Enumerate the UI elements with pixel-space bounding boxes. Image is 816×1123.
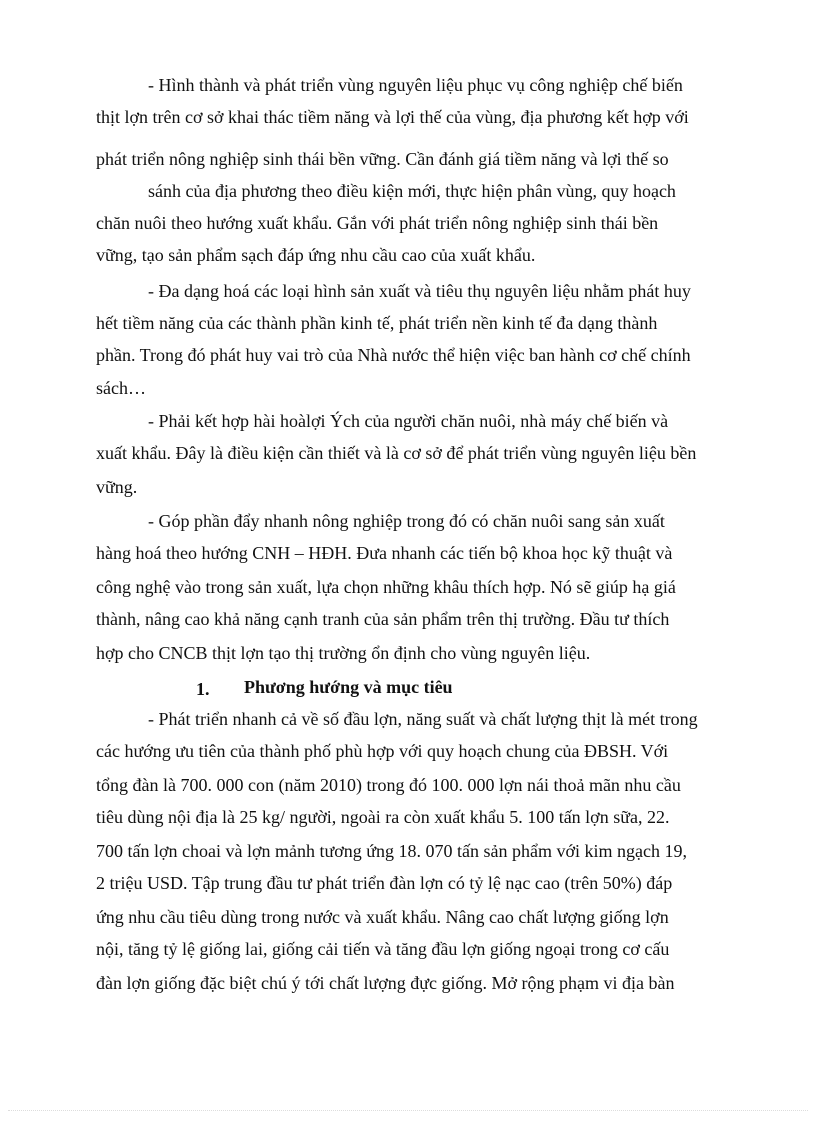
paragraph-5-line-2: các hướng ưu tiên của thành phố phù hợp với quy hoạch chung của ĐBSH. Với xyxy=(96,741,669,761)
paragraph-1-line-3: phát triển nông nghiệp sinh thái bền vững. Cần đánh giá tiềm năng và lợi thế so xyxy=(96,149,669,169)
paragraph-1-line-2: thịt lợn trên cơ sở khai thác tiềm năng và lợi thế của vùng, địa phương kết hợp với xyxy=(96,107,689,127)
paragraph-1-line-5: chăn nuôi theo hướng xuất khẩu. Gắn với phát triển nông nghiệp sinh thái bền xyxy=(96,213,659,233)
paragraph-5-line-8: nội, tăng tỷ lệ giống lai, giống cải tiến và tăng đầu lợn giống ngoại trong cơ cấu xyxy=(96,939,670,959)
paragraph-2-line-4: sách… xyxy=(96,378,146,398)
paragraph-1-line-1: - Hình thành và phát triển vùng nguyên liệu phục vụ công nghiệp chế biến xyxy=(148,75,683,95)
paragraph-3-line-1: - Phải kết hợp hài hoàlợi Ých của người chăn nuôi, nhà máy chế biến và xyxy=(148,411,669,431)
paragraph-4-line-3: công nghệ vào trong sản xuất, lựa chọn những khâu thích hợp. Nó sẽ giúp hạ giá xyxy=(96,577,676,597)
paragraph-3-line-2: xuất khẩu. Đây là điều kiện cần thiết và là cơ sở để phát triển vùng nguyên liệu bền xyxy=(96,443,697,463)
paragraph-1-line-4: sánh của địa phương theo điều kiện mới, thực hiện phân vùng, quy hoạch xyxy=(148,181,676,201)
paragraph-5-line-3: tổng đàn là 700. 000 con (năm 2010) trong đó 100. 000 lợn nái thoả mãn nhu cầu xyxy=(96,775,681,795)
paragraph-4-line-4: thành, nâng cao khả năng cạnh tranh của sản phẩm trên thị trường. Đầu tư thích xyxy=(96,609,670,629)
paragraph-2-line-1: - Đa dạng hoá các loại hình sản xuất và tiêu thụ nguyên liệu nhằm phát huy xyxy=(148,281,691,301)
paragraph-5-line-5: 700 tấn lợn choai và lợn mảnh tương ứng 18. 070 tấn sản phẩm với kim ngạch 19, xyxy=(96,841,687,861)
paragraph-4-line-2: hàng hoá theo hướng CNH – HĐH. Đưa nhanh các tiến bộ khoa học kỹ thuật và xyxy=(96,543,673,563)
paragraph-5-line-7: ứng nhu cầu tiêu dùng trong nước và xuất khẩu. Nâng cao chất lượng giống lợn xyxy=(96,907,669,927)
paragraph-3-line-3: vững. xyxy=(96,477,138,497)
paragraph-1-line-6: vững, tạo sản phẩm sạch đáp ứng nhu cầu cao của xuất khẩu. xyxy=(96,245,536,265)
paragraph-4-line-1: - Góp phần đẩy nhanh nông nghiệp trong đó có chăn nuôi sang sản xuất xyxy=(148,511,665,531)
page-bottom-border xyxy=(8,1110,808,1111)
section-heading-title: Phương hướng và mục tiêu xyxy=(244,677,453,697)
paragraph-2-line-3: phần. Trong đó phát huy vai trò của Nhà nước thể hiện việc ban hành cơ chế chính xyxy=(96,345,691,365)
paragraph-2-line-2: hết tiềm năng của các thành phần kinh tế, phát triển nền kinh tế đa dạng thành xyxy=(96,313,658,333)
section-heading-number: 1. xyxy=(196,679,210,699)
paragraph-5-line-6: 2 triệu USD. Tập trung đầu tư phát triển đàn lợn có tỷ lệ nạc cao (trên 50%) đáp xyxy=(96,873,673,893)
paragraph-5-line-9: đàn lợn giống đặc biệt chú ý tới chất lượng đực giống. Mở rộng phạm vi địa bàn xyxy=(96,973,675,993)
paragraph-4-line-5: hợp cho CNCB thịt lợn tạo thị trường ổn định cho vùng nguyên liệu. xyxy=(96,643,591,663)
paragraph-5-line-1: - Phát triển nhanh cả về số đầu lợn, năng suất và chất lượng thịt là mét trong xyxy=(148,709,698,729)
paragraph-5-line-4: tiêu dùng nội địa là 25 kg/ người, ngoài ra còn xuất khẩu 5. 100 tấn lợn sữa, 22. xyxy=(96,807,670,827)
